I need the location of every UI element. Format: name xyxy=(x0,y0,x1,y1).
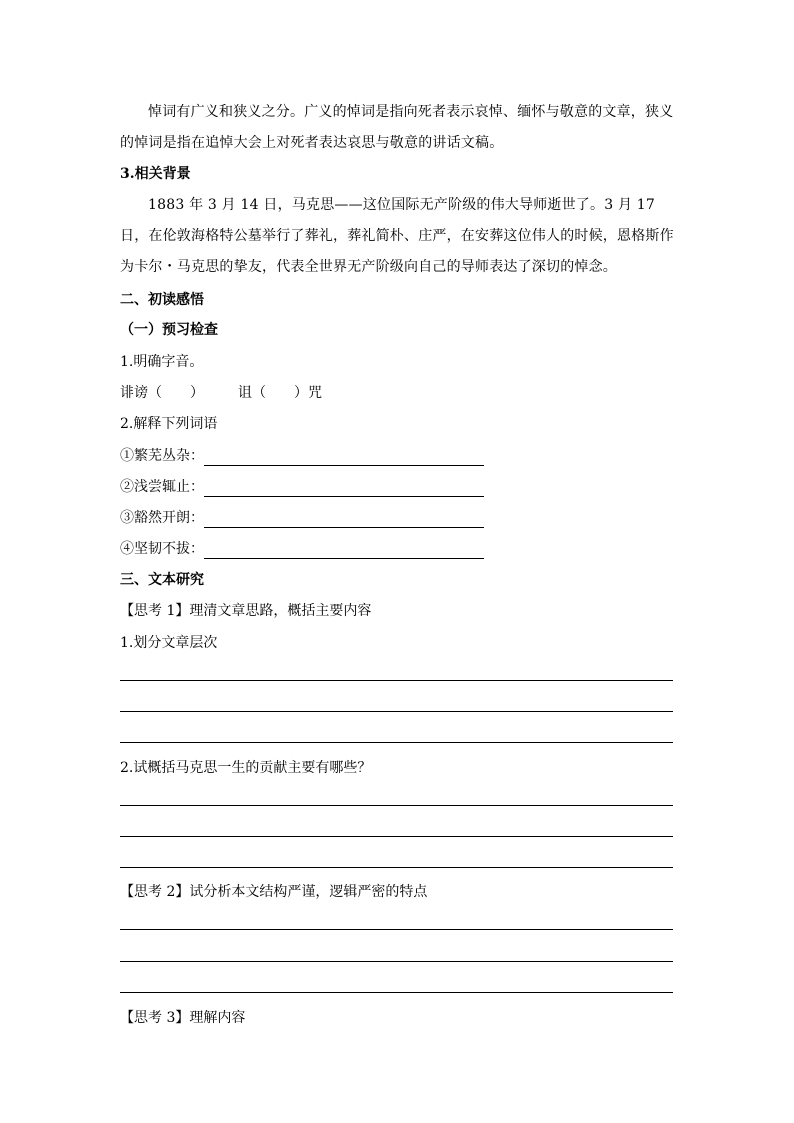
pinyin-word1: 诽谤（ xyxy=(120,385,162,401)
think2-prompt: 【思考 2】试分析本文结构严谨，逻辑严密的特点 xyxy=(120,884,428,900)
intro-paragraph: 悼词有广义和狭义之分。广义的悼词是指向死者表示哀悼、缅怀与敬意的文章，狭义的悼词是指在追悼大会上对死者表达哀思与敬意的讲话文稿。 xyxy=(120,104,674,151)
answer-line[interactable] xyxy=(120,867,673,868)
term-label-4: ④坚韧不拔： xyxy=(120,541,204,557)
answer-line[interactable] xyxy=(120,711,673,712)
q1-label: 1.明确字音。 xyxy=(120,354,204,370)
term-row-1 xyxy=(120,446,484,466)
think3-prompt: 【思考 3】理解内容 xyxy=(120,1010,246,1026)
section2-heading: 二、初读感悟 xyxy=(120,292,204,308)
answer-line[interactable] xyxy=(120,992,673,993)
pinyin-word2: 诅（ xyxy=(238,385,266,401)
background-block xyxy=(120,190,675,283)
term-answer-line-3[interactable] xyxy=(204,511,484,528)
term-label-1: ①繁芜丛杂： xyxy=(120,448,204,464)
answer-line[interactable] xyxy=(120,836,673,837)
answer-line[interactable] xyxy=(120,742,673,743)
background-paragraph: 1883 年 3 月 14 日，马克思——这位国际无产阶级的伟大导师逝世了。3 月 17 日，在伦敦海格特公墓举行了葬礼，葬礼简朴、庄严，在安葬这位伟人的时候，恩格斯作为卡尔・马克思的挚友，代表全世界无产阶级向自己的导师表达了深切的悼念。 xyxy=(120,197,674,275)
term-label-3: ③豁然开朗： xyxy=(120,510,204,526)
pinyin-close1: ） xyxy=(190,385,204,401)
think1-q1-label: 1.划分文章层次 xyxy=(120,635,218,651)
term-answer-line-4[interactable] xyxy=(204,542,484,559)
think1-prompt: 【思考 1】理清文章思路，概括主要内容 xyxy=(120,603,372,619)
answer-line[interactable] xyxy=(120,929,673,930)
q2-label: 2.解释下列词语 xyxy=(120,416,218,432)
term-answer-line-1[interactable] xyxy=(204,449,484,466)
think1-q2-label: 2.试概括马克思一生的贡献主要有哪些？ xyxy=(120,760,372,776)
answer-line[interactable] xyxy=(120,805,673,806)
intro-block xyxy=(120,97,675,159)
term-row-4 xyxy=(120,539,484,559)
answer-line[interactable] xyxy=(120,961,673,962)
term-answer-line-2[interactable] xyxy=(204,480,484,497)
section2-subheading: （一）预习检查 xyxy=(120,322,218,338)
term-row-2 xyxy=(120,477,484,497)
pinyin-row xyxy=(120,383,322,403)
term-row-3 xyxy=(120,508,484,528)
answer-line[interactable] xyxy=(120,680,673,681)
pinyin-close2: ）咒 xyxy=(294,385,322,401)
term-label-2: ②浅尝辄止： xyxy=(120,479,204,495)
background-heading: 3.相关背景 xyxy=(120,166,191,182)
section3-heading: 三、文本研究 xyxy=(120,572,204,588)
